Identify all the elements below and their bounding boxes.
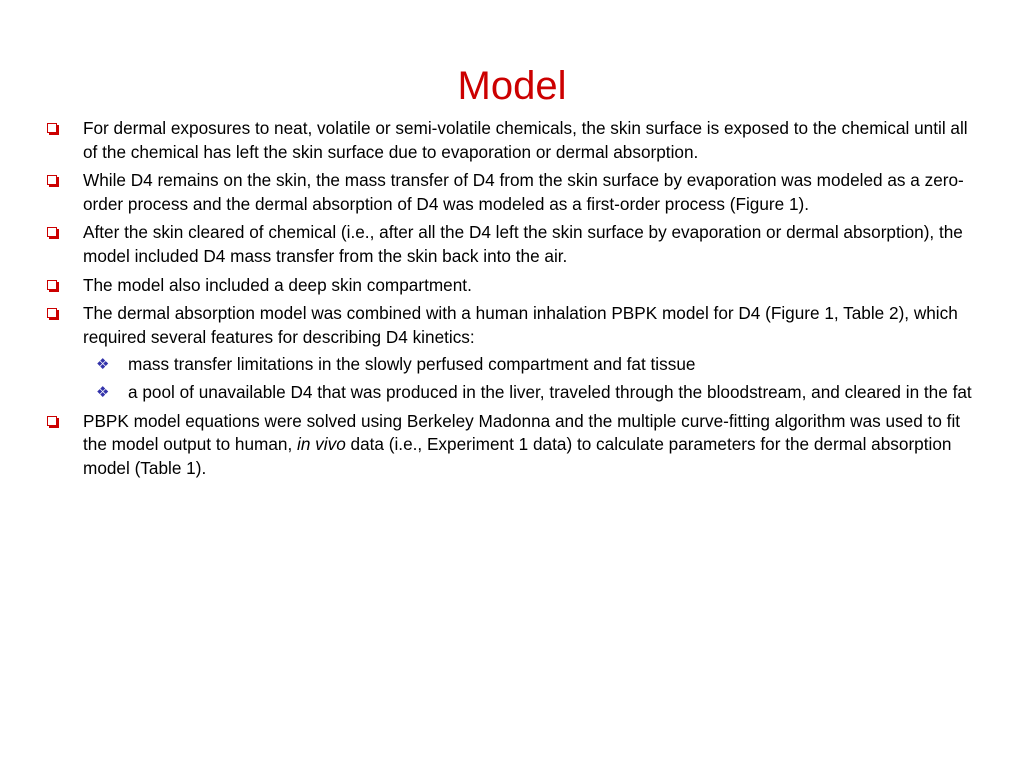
bullet-item <box>44 117 974 164</box>
square-bullet-icon <box>47 280 57 290</box>
sub-bullet-item <box>96 353 974 377</box>
square-bullet-icon <box>47 175 57 185</box>
bullet-text: While D4 remains on the skin, the mass transfer of D4 from the skin surface by evaporation was modeled as a zero-order process and the dermal absorption of D4 was modeled as a first-order process (Figure 1). <box>83 170 964 214</box>
bullet-text: For dermal exposures to neat, volatile or semi-volatile chemicals, the skin surface is exposed to the chemical until all of the chemical has left the skin surface due to evaporation or dermal absorption. <box>83 118 968 162</box>
sub-bullet-item <box>96 381 974 405</box>
italic-term: in vivo <box>297 434 346 455</box>
sub-bullet-text: mass transfer limitations in the slowly perfused compartment and fat tissue <box>128 354 696 375</box>
bullet-text: The dermal absorption model was combined with a human inhalation PBPK model for D4 (Figure 1, Table 2), which required several features for describing D4 kinetics: <box>83 303 958 347</box>
square-bullet-icon <box>47 308 57 318</box>
bullet-item <box>44 169 974 216</box>
bullet-text-part: PBPK model equations were solved using Berkeley Madonna and the multiple curve-fitting algorithm was used to fit the model output to human, <box>83 410 961 455</box>
bullet-item <box>44 302 974 349</box>
bullet-item <box>44 221 974 268</box>
square-bullet-icon <box>47 123 57 133</box>
sub-bullet-text: a pool of unavailable D4 that was produced in the liver, traveled through the bloodstream, and cleared in the fat <box>128 381 972 402</box>
bullet-list <box>44 117 974 485</box>
bullet-item <box>44 410 974 481</box>
bullet-text-part: data (i.e., Experiment 1 data) to calculate parameters for the dermal absorption model (Table 1). <box>83 434 952 478</box>
square-bullet-icon <box>47 227 57 237</box>
bullet-text <box>83 410 974 481</box>
bullet-text: After the skin cleared of chemical (i.e., after all the D4 left the skin surface by evaporation or dermal absorption), the model included D4 mass transfer from the skin back into the air. <box>83 222 963 266</box>
bullet-item <box>44 274 974 298</box>
diamond-bullet-icon: ❖ <box>96 383 110 401</box>
bullet-text: The model also included a deep skin compartment. <box>83 274 472 295</box>
slide-title: Model <box>457 64 567 108</box>
diamond-bullet-icon: ❖ <box>96 356 110 374</box>
square-bullet-icon <box>47 416 57 426</box>
